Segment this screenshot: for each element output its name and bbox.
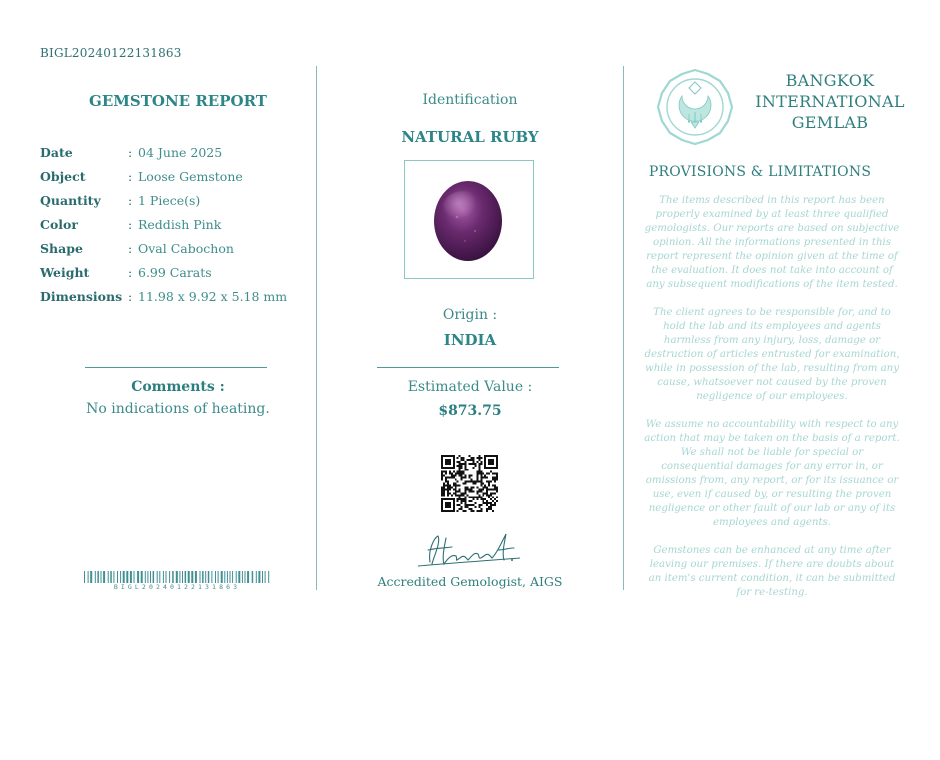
detail-row-object: Object : Loose Gemstone bbox=[40, 168, 243, 184]
detail-label: Object bbox=[40, 168, 86, 184]
detail-value: 6.99 Carats bbox=[138, 264, 212, 280]
detail-row-dimensions: Dimensions : 11.98 x 9.92 x 5.18 mm bbox=[40, 288, 288, 304]
detail-label: Quantity bbox=[40, 192, 101, 208]
column-divider-left bbox=[316, 66, 317, 590]
comments-divider bbox=[85, 367, 267, 368]
origin-label: Origin : bbox=[442, 307, 498, 323]
lab-name-line: GEMLAB bbox=[791, 113, 869, 132]
details-list bbox=[40, 140, 287, 308]
crescent-moon-seal-icon bbox=[656, 68, 734, 146]
estimated-value-label: Estimated Value : bbox=[407, 379, 533, 395]
detail-row-shape: Shape : Oval Cabochon bbox=[40, 240, 234, 256]
identification-label: Identification bbox=[422, 92, 518, 108]
lab-name-line: INTERNATIONAL bbox=[755, 92, 905, 111]
ruby-cabochon-icon bbox=[405, 161, 532, 277]
detail-value: Reddish Pink bbox=[138, 216, 222, 232]
column-divider-right bbox=[623, 66, 624, 590]
gemologist-title: Accredited Gemologist, AIGS bbox=[377, 574, 563, 589]
detail-row-quantity: Quantity : 1 Piece(s) bbox=[40, 192, 201, 208]
detail-label: Dimensions bbox=[40, 288, 123, 304]
comments-label: Comments : bbox=[131, 379, 225, 395]
detail-label: Date bbox=[40, 144, 73, 160]
detail-row-color: Color : Reddish Pink bbox=[40, 216, 222, 232]
provisions-paragraph: The items described in this report has been properly examined by at least three qualified gemologists. Our reports are based on subjective opinion. All the informations presented in this report represent the opinion given at the time of the evaluation. It does not take into account of any subsequent modifications of the item tested. bbox=[644, 195, 900, 290]
provisions-paragraph: We assume no accountability with respect to any action that may be taken on the basis of a report. We shall not be liable for special or consequential damages for any error in, or omissions from, any report, or for its issuance or use, even if caused by, or resulting the proven negligence or other fault of our lab or any of its employees and agents. bbox=[644, 419, 900, 528]
barcode-text: BIGL20240122131863 bbox=[113, 583, 241, 591]
origin-value: INDIA bbox=[443, 331, 497, 349]
detail-value: 1 Piece(s) bbox=[138, 192, 201, 208]
provisions-paragraph: The client agrees to be responsible for, and to hold the lab and its employees and agents harmless from any injury, loss, damage or destruction of articles entrusted for examination, while in possession of the lab, resulting from any cause, whatsoever not caused by the proven negligence of our employees. bbox=[644, 307, 900, 402]
provisions-paragraph: Gemstones can be enhanced at any time after leaving our premises. If there are doubts about an item's current condition, it can be submitted for re-testing. bbox=[648, 545, 896, 598]
detail-row-weight: Weight : 6.99 Carats bbox=[40, 264, 212, 280]
provisions-title: PROVISIONS & LIMITATIONS bbox=[648, 164, 872, 180]
detail-label: Weight bbox=[40, 264, 90, 280]
detail-value: 04 June 2025 bbox=[138, 144, 223, 160]
signature-icon bbox=[408, 528, 528, 574]
estimated-value: $873.75 bbox=[438, 403, 502, 419]
report-number: BIGL20240122131863 bbox=[40, 46, 182, 60]
provisions-text bbox=[644, 194, 900, 614]
qr-code-icon bbox=[441, 455, 498, 512]
identification-value: NATURAL RUBY bbox=[401, 128, 539, 146]
detail-label: Shape bbox=[40, 240, 83, 256]
detail-row-date: Date : 04 June 2025 bbox=[40, 144, 223, 160]
detail-value: Loose Gemstone bbox=[138, 168, 243, 184]
lab-name bbox=[750, 70, 910, 133]
report-title: GEMSTONE REPORT bbox=[89, 92, 267, 110]
detail-label: Color bbox=[40, 216, 78, 232]
lab-name-line: BANGKOK bbox=[785, 71, 875, 90]
comments-text: No indications of heating. bbox=[86, 401, 270, 417]
barcode-icon bbox=[84, 571, 270, 583]
detail-value: 11.98 x 9.92 x 5.18 mm bbox=[138, 288, 288, 304]
detail-value: Oval Cabochon bbox=[138, 240, 234, 256]
gem-photo-frame bbox=[404, 160, 534, 279]
value-divider bbox=[377, 367, 559, 368]
